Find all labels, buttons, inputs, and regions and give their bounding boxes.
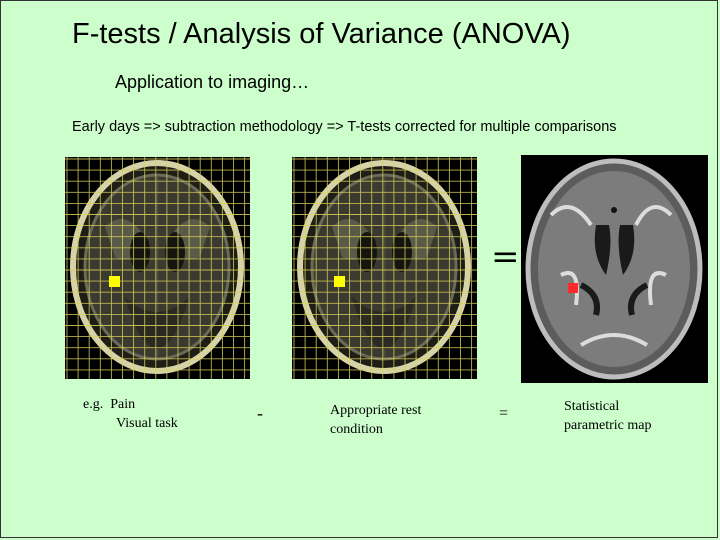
task-caption-line1: Pain [110, 397, 136, 412]
activation-voxel [568, 283, 578, 293]
task-caption-line2: Visual task [116, 416, 178, 431]
spm-brain-scan [521, 155, 708, 383]
rest-caption [330, 401, 421, 439]
rest-brain-image [292, 157, 477, 379]
rest-voxel-marker [334, 276, 345, 287]
intro-text: Early days => subtraction methodology => T-tests corrected for multiple comparisons [72, 119, 617, 135]
task-caption [83, 395, 178, 433]
slide-title: F-tests / Analysis of Variance (ANOVA) [72, 18, 571, 50]
spm-caption [564, 397, 651, 435]
spm-brain-image [521, 155, 708, 383]
equals-sign: = [491, 237, 520, 277]
rest-caption-line2: condition [330, 422, 383, 437]
task-voxel-marker [109, 276, 120, 287]
minus-sign: - [257, 403, 263, 423]
equals-caption: = [499, 405, 509, 422]
rest-caption-line1: Appropriate rest [330, 403, 422, 418]
task-brain-image [65, 157, 250, 379]
rest-brain-scan [292, 157, 477, 379]
task-brain-scan [65, 157, 250, 379]
spm-caption-line2: parametric map [564, 418, 652, 433]
slide-subtitle: Application to imaging… [115, 72, 310, 92]
spm-caption-line1: Statistical [564, 399, 620, 414]
task-caption-prefix: e.g. [83, 397, 104, 412]
